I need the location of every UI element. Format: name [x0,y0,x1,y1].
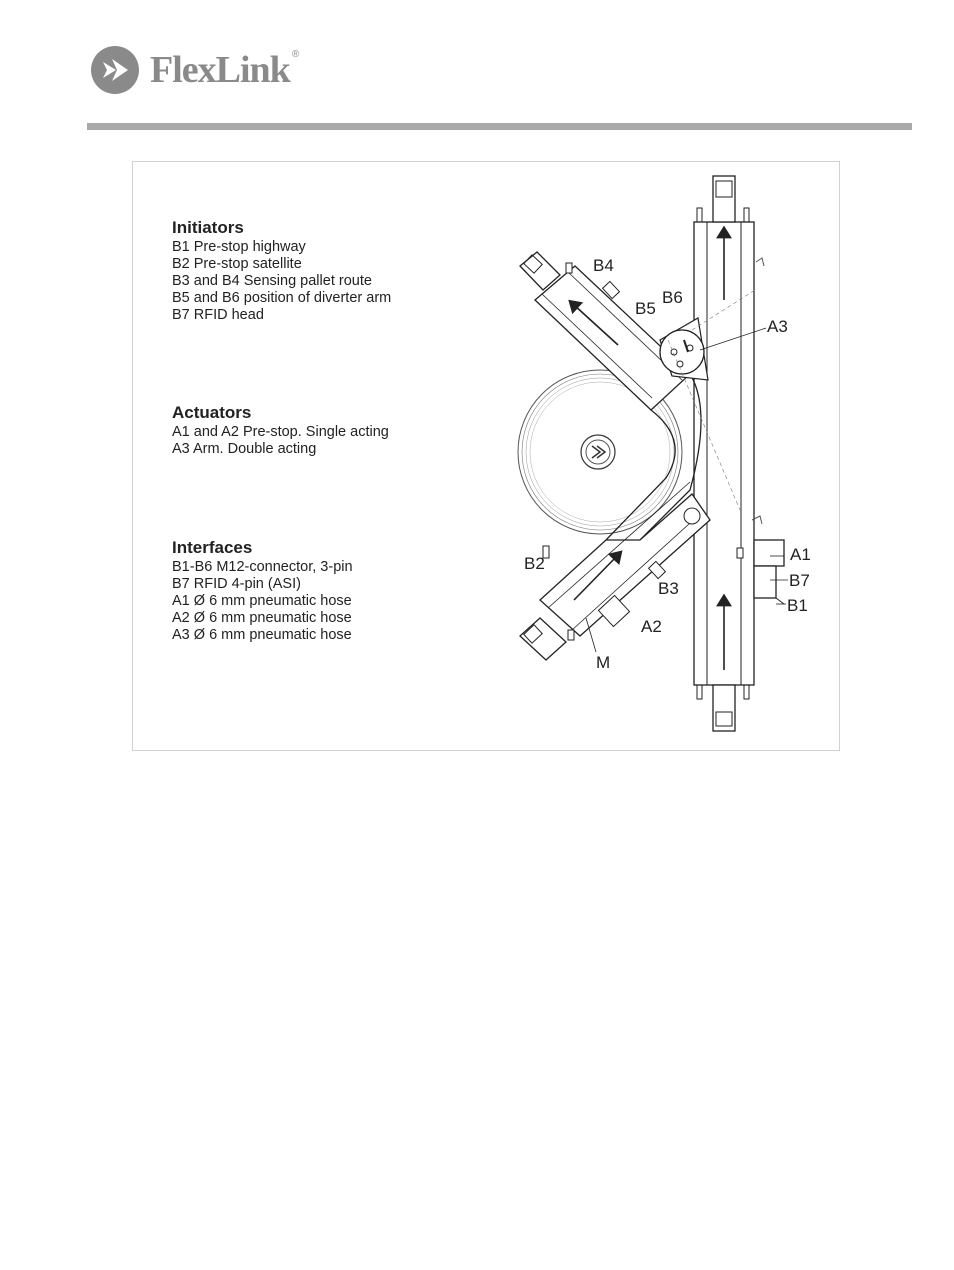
initiators-section [172,218,391,324]
flexlink-logo-icon [90,45,140,95]
list-item: A2 Ø 6 mm pneumatic hose [172,610,352,626]
list-item: A1 and A2 Pre-stop. Single acting [172,424,389,440]
label-b6: B6 [662,288,683,307]
label-b2: B2 [524,554,545,573]
label-m: M [596,653,611,672]
lower-branch [520,482,710,660]
list-item: B3 and B4 Sensing pallet route [172,273,372,289]
flexlink-logo [90,44,299,96]
label-b3: B3 [658,579,679,598]
label-a3: A3 [767,317,788,336]
list-item: B1 Pre-stop highway [172,239,306,255]
list-item: B7 RFID head [172,307,264,323]
brand-name: FlexLink [150,49,290,91]
label-a2: A2 [641,617,662,636]
label-b5: B5 [635,299,656,318]
label-b4: B4 [593,256,614,275]
list-item: A3 Arm. Double acting [172,441,317,457]
initiators-heading: Initiators [172,218,244,237]
registered-mark: ® [291,48,300,60]
actuators-section [172,403,389,458]
list-item: B1-B6 M12-connector, 3-pin [172,559,353,575]
actuators-heading: Actuators [172,403,252,422]
label-b1: B1 [787,596,808,615]
conveyor-diagram [505,170,815,740]
list-item: B5 and B6 position of diverter arm [172,290,392,306]
list-item: B7 RFID 4-pin (ASI) [172,576,301,592]
header-rule [87,123,912,130]
label-a1: A1 [790,545,811,564]
list-item: A3 Ø 6 mm pneumatic hose [172,627,352,643]
main-conveyor [694,176,784,731]
disc-logo-icon [592,446,605,458]
list-item: B2 Pre-stop satellite [172,256,302,272]
interfaces-heading: Interfaces [172,538,253,557]
interfaces-section [172,538,353,644]
label-b7: B7 [789,571,810,590]
list-item: A1 Ø 6 mm pneumatic hose [172,593,352,609]
